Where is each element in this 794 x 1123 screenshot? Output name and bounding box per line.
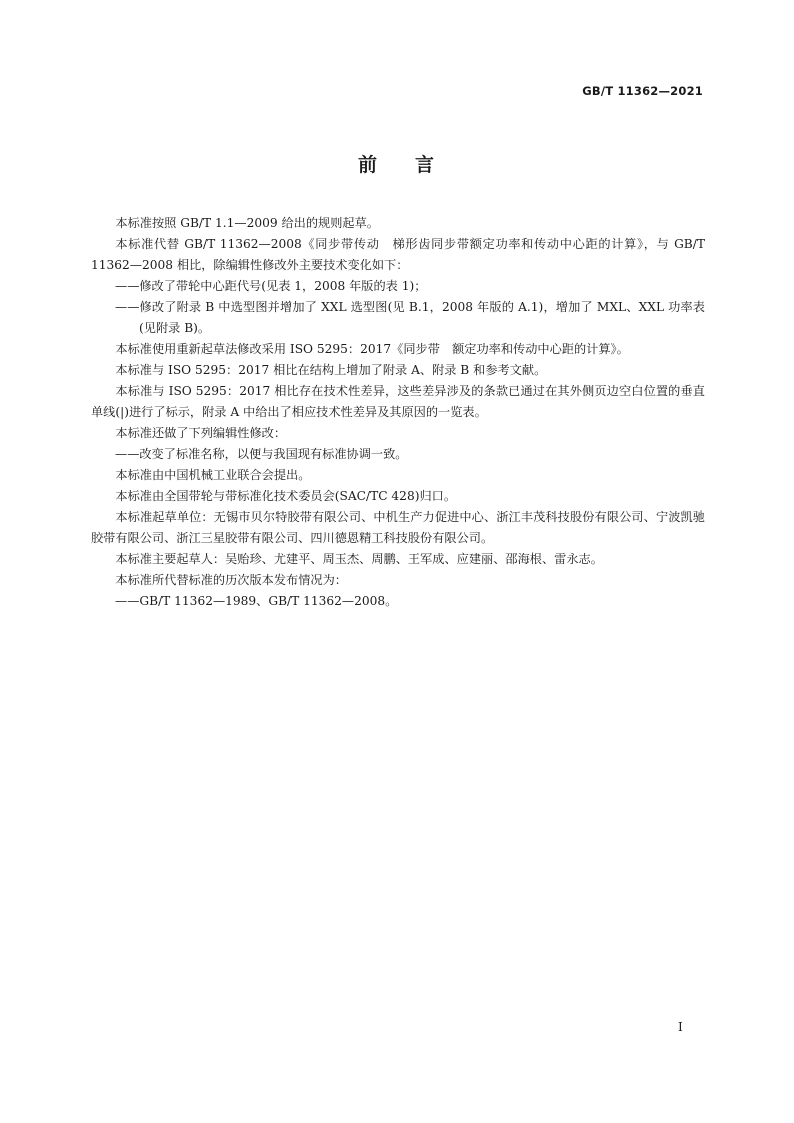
- change-item-annex-b: ——修改了附录 B 中选型图并增加了 XXL 选型图(见 B.1，2008 年版的 A.1)，增加了 MXL、XXL 功率表(见附录 B)。: [115, 300, 705, 335]
- paragraph-previous-editions: 本标准所代替标准的历次版本发布情况为：: [115, 573, 347, 587]
- change-item-center-distance: ——修改了带轮中心距代号(见表 1，2008 年版的表 1)；: [115, 279, 427, 293]
- standard-code: GB/T 11362—2021: [582, 84, 703, 98]
- editorial-item-name-change: ——改变了标准名称，以便与我国现有标准协调一致。: [115, 447, 408, 461]
- paragraph-editorial-changes: 本标准还做了下列编辑性修改：: [115, 426, 287, 440]
- paragraph-drafting-rules: 本标准按照 GB/T 1.1—2009 给出的规则起草。: [115, 216, 379, 230]
- foreword-body: [91, 213, 705, 612]
- page-title: [0, 150, 794, 177]
- previous-editions-item: ——GB/T 11362—1989、GB/T 11362—2008。: [115, 594, 398, 608]
- paragraph-iso-adoption: 本标准使用重新起草法修改采用 ISO 5295：2017《同步带 额定功率和传动中心距的计算》。: [115, 342, 629, 356]
- paragraph-structure-diff: 本标准与 ISO 5295：2017 相比在结构上增加了附录 A、附录 B 和参考文献。: [115, 363, 547, 377]
- paragraph-proposed-by: 本标准由中国机械工业联合会提出。: [115, 468, 311, 482]
- page-number: I: [678, 1020, 683, 1034]
- paragraph-drafters: 本标准主要起草人：吴贻珍、尤建平、周玉杰、周鹏、王军成、应建丽、邵海根、雷永志。: [115, 552, 603, 566]
- paragraph-replaces: 本标准代替 GB/T 11362—2008《同步带传动 梯形齿同步带额定功率和传动中心距的计算》，与 GB/T 11362—2008 相比，除编辑性修改外主要技术变化如下：: [91, 237, 705, 272]
- page-title-char-1: 前: [357, 154, 379, 176]
- page-title-char-2: 言: [415, 154, 437, 176]
- paragraph-drafting-units: 本标准起草单位：无锡市贝尔特胶带有限公司、中机生产力促进中心、浙江丰茂科技股份有限公司、宁波凯驰胶带有限公司、浙江三星胶带有限公司、四川德恩精工科技股份有限公司。: [91, 510, 705, 545]
- paragraph-centralized-by: 本标准由全国带轮与带标准化技术委员会(SAC/TC 428)归口。: [115, 489, 457, 503]
- paragraph-technical-diff: 本标准与 ISO 5295：2017 相比存在技术性差异，这些差异涉及的条款已通过在其外侧页边空白位置的垂直单线(|)进行了标示，附录 A 中给出了相应技术性差异及其原因的一览表。: [91, 384, 705, 419]
